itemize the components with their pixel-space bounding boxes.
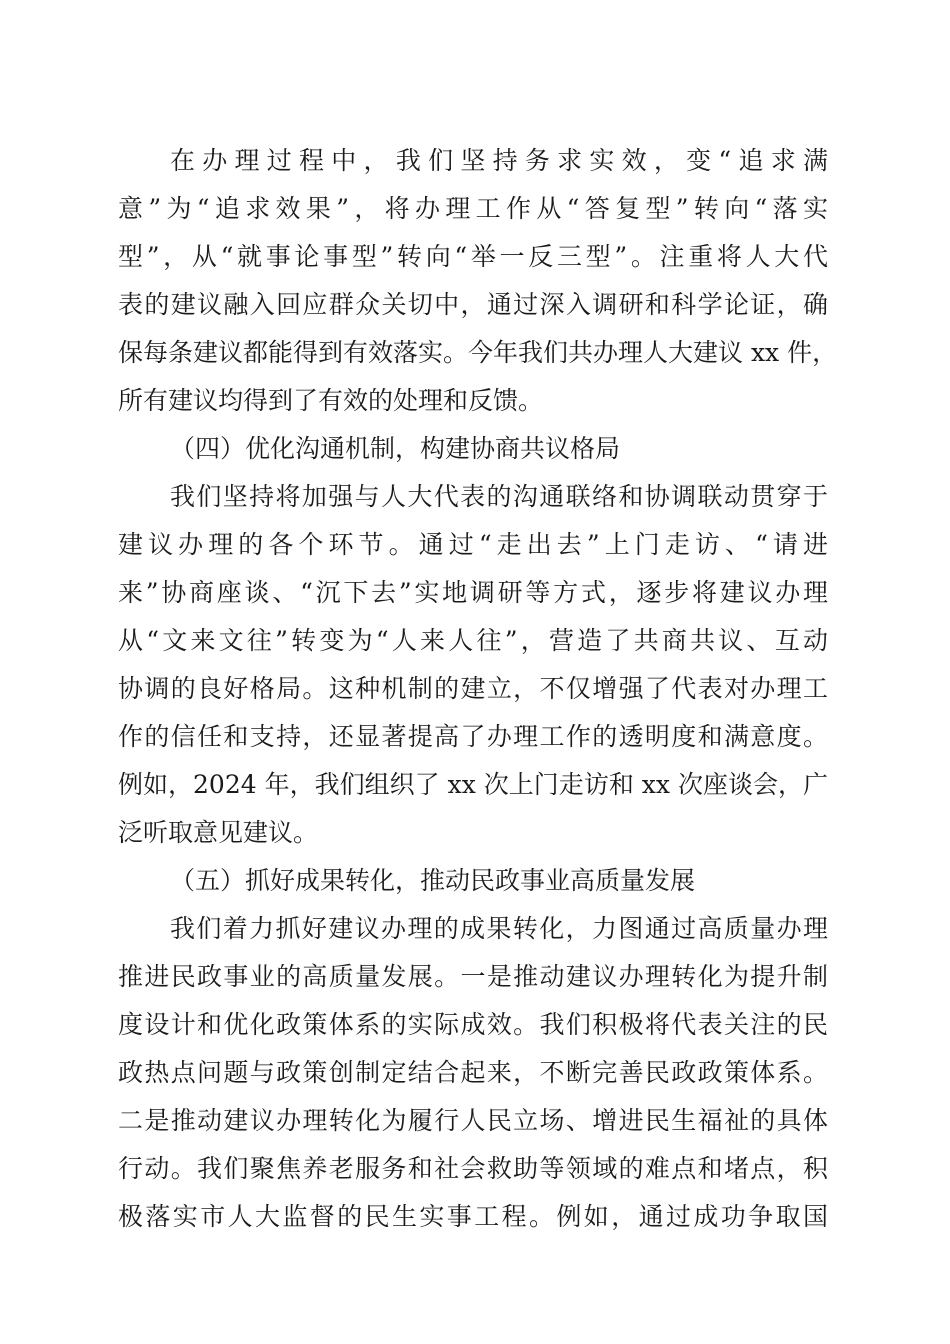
paragraph-line: 在办理过程中，我们坚持务求实效，变“追求满: [170, 146, 828, 175]
section-heading-4: （四）优化沟通机制，构建协商共议格局: [170, 434, 621, 463]
paragraph-line: 协调的良好格局。这种机制的建立，不仅增强了代表对办理工: [118, 674, 828, 703]
paragraph-line: 型”，从“就事论事型”转向“举一反三型”。注重将人大代: [118, 242, 828, 271]
paragraph-line: 度设计和优化政策体系的实际成效。我们积极将代表关注的民: [118, 1010, 828, 1039]
paragraph-line: 从“文来文往”转变为“人来人往”，营造了共商共议、互动: [118, 626, 828, 655]
paragraph-line: 我们坚持将加强与人大代表的沟通联络和协调联动贯穿于: [170, 482, 828, 511]
paragraph-line: 作的信任和支持，还显著提高了办理工作的透明度和满意度。: [118, 722, 828, 751]
section-heading-5: （五）抓好成果转化，推动民政事业高质量发展: [170, 866, 696, 895]
paragraph-line: 二是推动建议办理转化为履行人民立场、增进民生福祉的具体: [118, 1106, 828, 1135]
paragraph-line: 例如，2024 年，我们组织了 xx 次上门走访和 xx 次座谈会，广: [118, 770, 828, 799]
paragraph-line: 意”为“追求效果”，将办理工作从“答复型”转向“落实: [118, 194, 828, 223]
paragraph-line: 泛听取意见建议。: [118, 818, 319, 847]
paragraph-line: 政热点问题与政策创制定结合起来，不断完善民政政策体系。: [118, 1058, 828, 1087]
paragraph-line: 表的建议融入回应群众关切中，通过深入调研和科学论证，确: [118, 290, 828, 319]
paragraph-line: 来”协商座谈、“沉下去”实地调研等方式，逐步将建议办理: [118, 578, 828, 607]
paragraph-line: 所有建议均得到了有效的处理和反馈。: [118, 386, 544, 415]
paragraph-line: 极落实市人大监督的民生实事工程。例如，通过成功争取国: [118, 1202, 828, 1231]
paragraph-line: 建议办理的各个环节。通过“走出去”上门走访、“请进: [118, 530, 828, 559]
paragraph-line: 行动。我们聚焦养老服务和社会救助等领域的难点和堵点，积: [118, 1154, 828, 1183]
paragraph-line: 我们着力抓好建议办理的成果转化，力图通过高质量办理: [170, 914, 828, 943]
paragraph-line: 保每条建议都能得到有效落实。今年我们共办理人大建议 xx 件，: [118, 338, 838, 367]
paragraph-line: 推进民政事业的高质量发展。一是推动建议办理转化为提升制: [118, 962, 828, 991]
